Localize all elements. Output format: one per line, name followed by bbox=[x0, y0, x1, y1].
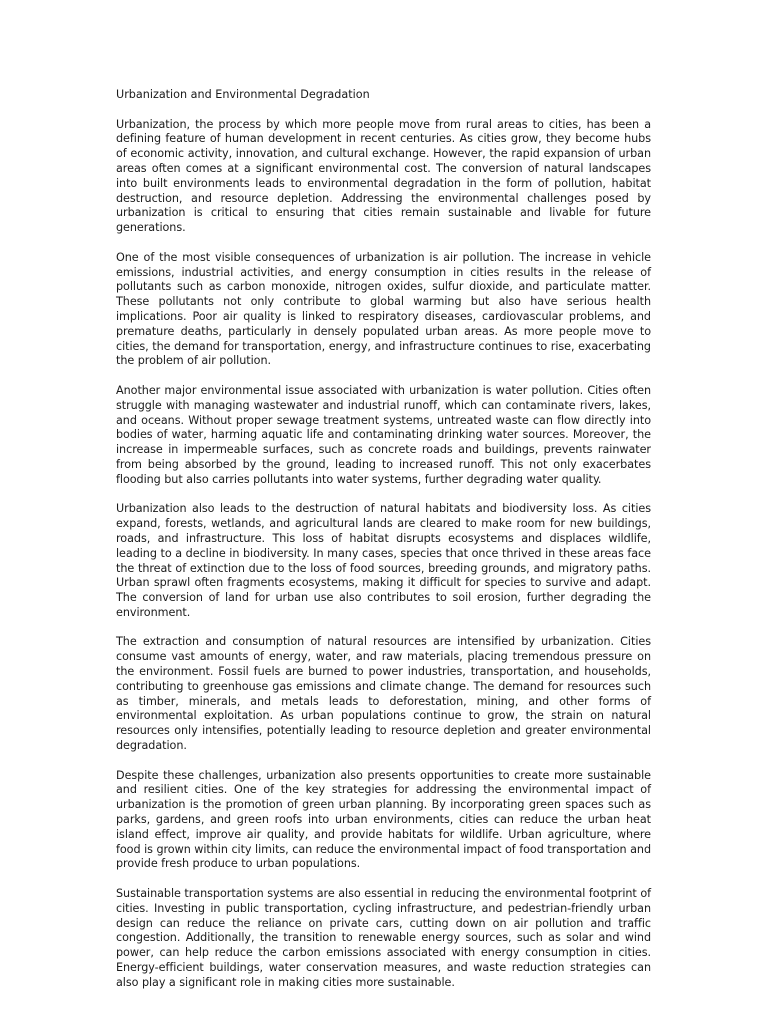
paragraph-3: Another major environmental issue associated with urbanization is water pollution. Cities often struggle with managing wastewater and industrial runoff, which can contaminate rivers, lakes, and oceans. Without proper sewage treatment systems, untreated waste can flow directly into bodies of water, harming aquatic life and contaminating drinking water sources. Moreover, the increase in impermeable surfaces, such as concrete roads and buildings, prevents rainwater from being absorbed by the ground, leading to increased runoff. This not only exacerbates flooding but also carries pollutants into water systems, further degrading water quality. bbox=[116, 383, 651, 486]
document-page bbox=[116, 88, 651, 1005]
paragraph-1: Urbanization, the process by which more people move from rural areas to cities, has been a defining feature of human development in recent centuries. As cities grow, they become hubs of economic activity, innovation, and cultural exchange. However, the rapid expansion of urban areas often comes at a significant environmental cost. The conversion of natural landscapes into built environments leads to environmental degradation in the form of pollution, habitat destruction, and resource depletion. Addressing the environmental challenges posed by urbanization is critical to ensuring that cities remain sustainable and livable for future generations. bbox=[116, 117, 651, 235]
paragraph-7: Sustainable transportation systems are also essential in reducing the environmental footprint of cities. Investing in public transportation, cycling infrastructure, and pedestrian-friendly urban design can reduce the reliance on private cars, cutting down on air pollution and traffic congestion. Additionally, the transition to renewable energy sources, such as solar and wind power, can help reduce the carbon emissions associated with energy consumption in cities. Energy-efficient buildings, water conservation measures, and waste reduction strategies can also play a significant role in making cities more sustainable. bbox=[116, 887, 651, 989]
paragraph-4: Urbanization also leads to the destruction of natural habitats and biodiversity loss. As cities expand, forests, wetlands, and agricultural lands are cleared to make room for new buildings, roads, and infrastructure. This loss of habitat disrupts ecosystems and displaces wildlife, leading to a decline in biodiversity. In many cases, species that once thrived in these areas face the threat of extinction due to the loss of food sources, breeding grounds, and migratory paths. Urban sprawl often fragments ecosystems, making it difficult for species to survive and adapt. The conversion of land for urban use also contributes to soil erosion, further degrading the environment. bbox=[116, 502, 651, 619]
paragraph-6: Despite these challenges, urbanization also presents opportunities to create more sustainable and resilient cities. One of the key strategies for addressing the environmental impact of urbanization is the promotion of green urban planning. By incorporating green spaces such as parks, gardens, and green roofs into urban environments, cities can reduce the urban heat island effect, improve air quality, and provide habitats for wildlife. Urban agriculture, where food is grown within city limits, can reduce the environmental impact of food transportation and provide fresh produce to urban populations. bbox=[116, 768, 651, 871]
paragraph-2: One of the most visible consequences of urbanization is air pollution. The increase in vehicle emissions, industrial activities, and energy consumption in cities results in the release of pollutants such as carbon monoxide, nitrogen oxides, sulfur dioxide, and particulate matter. These pollutants not only contribute to global warming but also have serious health implications. Poor air quality is linked to respiratory diseases, cardiovascular problems, and premature deaths, particularly in densely populated urban areas. As more people move to cities, the demand for transportation, energy, and infrastructure continues to rise, exacerbating the problem of air pollution. bbox=[116, 250, 651, 368]
document-title: Urbanization and Environmental Degradation bbox=[116, 88, 370, 101]
paragraph-5: The extraction and consumption of natural resources are intensified by urbanization. Cities consume vast amounts of energy, water, and raw materials, placing tremendous pressure on the environment. Fossil fuels are burned to power industries, transportation, and households, contributing to greenhouse gas emissions and climate change. The demand for resources such as timber, minerals, and metals leads to deforestation, mining, and other forms of environmental exploitation. As urban populations continue to grow, the strain on natural resources only intensifies, potentially leading to resource depletion and greater environmental degradation. bbox=[116, 635, 651, 753]
